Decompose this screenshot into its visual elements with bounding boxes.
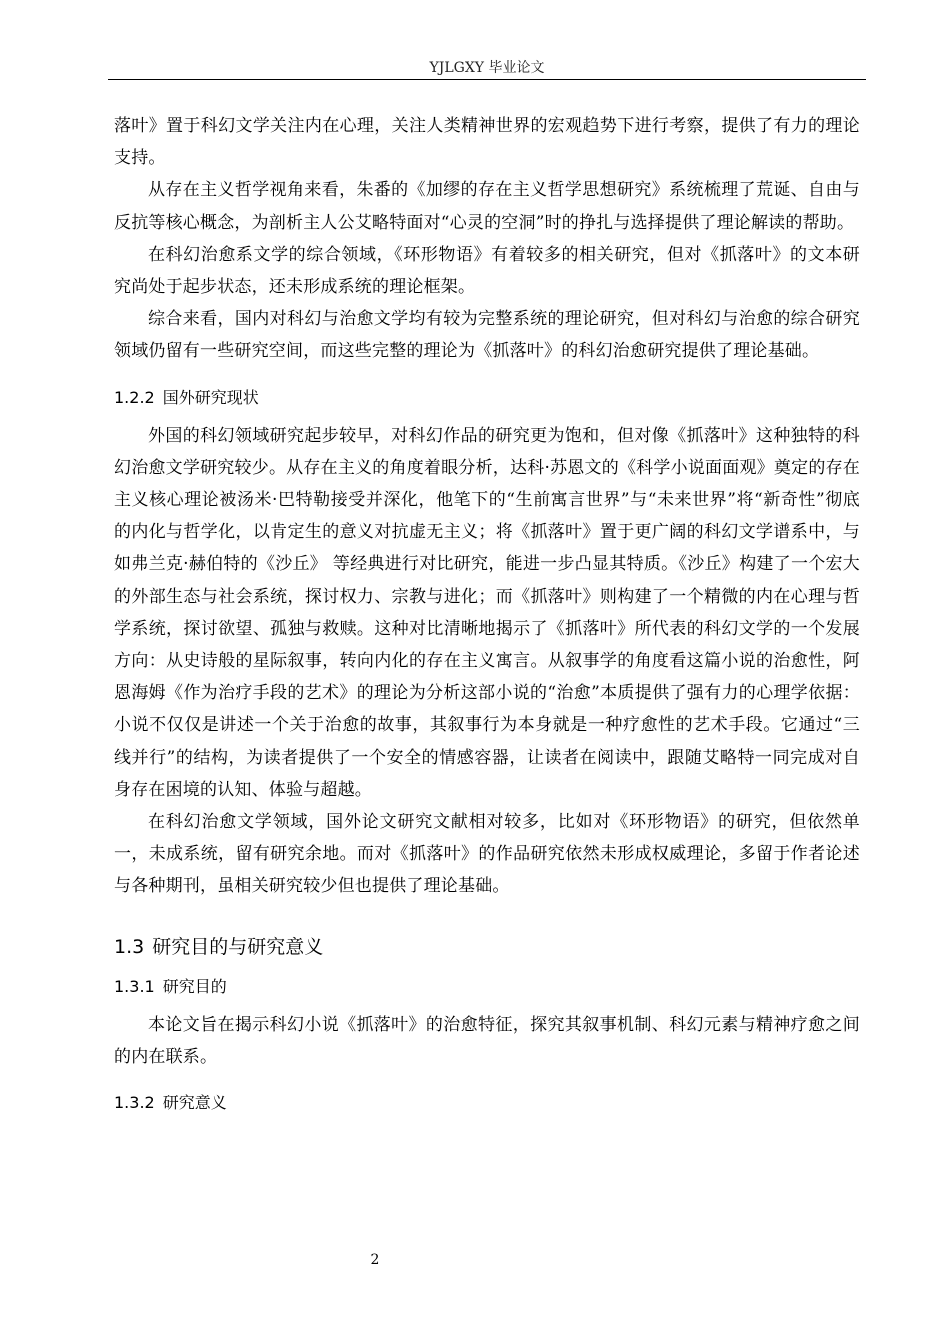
- paragraph-research-purpose: 本论文旨在揭示科幻小说《抓落叶》的治愈特征，探究其叙事机制、科幻元素与精神疗愈之间的内在联系。: [114, 1014, 860, 1067]
- paragraph-continued: 落叶》置于科幻文学关注内在心理，关注人类精神世界的宏观趋势下进行考察，提供了有力的理论支持。: [114, 116, 860, 169]
- paragraph-foreign-summary: 在科幻治愈文学领域，国外论文研究文献相对较多，比如对《环形物语》的研究，但依然单一，未成系统，留有研究余地。而对《抓落叶》的作品研究依然未形成权威理论，多留于作者论述与各种期刊，虽相关研究较少但也提供了理论基础。: [114, 812, 860, 897]
- paragraph-domestic-summary: 综合来看，国内对科幻与治愈文学均有较为完整系统的理论研究，但对科幻与治愈的综合研究领域仍留有一些研究空间，而这些完整的理论为《抓落叶》的科幻治愈研究提供了理论基础。: [114, 309, 860, 362]
- heading-number: 1.3.1: [114, 976, 155, 996]
- paragraph-foreign-research: 外国的科幻领域研究起步较早，对科幻作品的研究更为饱和，但对像《抓落叶》这种独特的科幻治愈文学研究较少。从存在主义的角度着眼分析，达科·苏恩文的《科学小说面面观》奠定的存在主义核心理论被汤米·巴特勒接受并深化，他笔下的“生前寓言世界”与“未来世界”将“新奇性”彻底的内化与哲学化，以肯定生的意义对抗虚无主义；将《抓落叶》置于更广阔的科幻文学谱系中，与如弗兰克·赫伯特的《沙丘》 等经典进行对比研究，能进一步凸显其特质。《沙丘》构建了一个宏大的外部生态与社会系统，探讨权力、宗教与进化；而《抓落叶》则构建了一个精微的内在心理与哲学系统，探讨欲望、孤独与救赎。这种对比清晰地揭示了《抓落叶》所代表的科幻文学的一个发展方向：从史诗般的星际叙事，转向内化的存在主义寓言。从叙事学的角度看这篇小说的治愈性，阿恩海姆《作为治疗手段的艺术》的理论为分析这部小说的“治愈”本质提供了强有力的心理学依据：小说不仅仅是讲述一个关于治愈的故事，其叙事行为本身就是一种疗愈性的艺术手段。它通过“三线并行”的结构，为读者提供了一个安全的情感容器，让读者在阅读中，跟随艾略特一同完成对自身存在困境的认知、体验与超越。: [114, 425, 860, 800]
- page-header: YJLGXY 毕业论文: [429, 60, 545, 76]
- heading-number: 1.3.2: [114, 1093, 155, 1113]
- paragraph-healing-sf: 在科幻治愈系文学的综合领域，《环形物语》有着较多的相关研究，但对《抓落叶》的文本研究尚处于起步状态，还未形成系统的理论框架。: [114, 244, 860, 298]
- heading-1-3-1: [114, 975, 860, 999]
- heading-text: 国外研究现状: [162, 387, 259, 407]
- heading-number: 1.3: [114, 935, 145, 958]
- heading-1-2-2: [114, 386, 860, 410]
- heading-number: 1.2.2: [114, 387, 155, 407]
- heading-1-3: [114, 933, 860, 961]
- heading-text: 研究意义: [162, 1093, 227, 1113]
- heading-text: 研究目的与研究意义: [152, 935, 324, 958]
- paragraph-existentialism: 从存在主义哲学视角来看，朱番的《加缪的存在主义哲学思想研究》系统梳理了荒诞、自由与反抗等核心概念，为剖析主人公艾略特面对“心灵的空洞”时的挣扎与选择提供了理论解读的帮助。: [114, 180, 860, 233]
- heading-1-3-2: [114, 1091, 860, 1115]
- header-divider: [108, 79, 866, 80]
- page-number: 2: [370, 1252, 380, 1268]
- heading-text: 研究目的: [162, 976, 227, 996]
- page-body: [114, 110, 860, 1115]
